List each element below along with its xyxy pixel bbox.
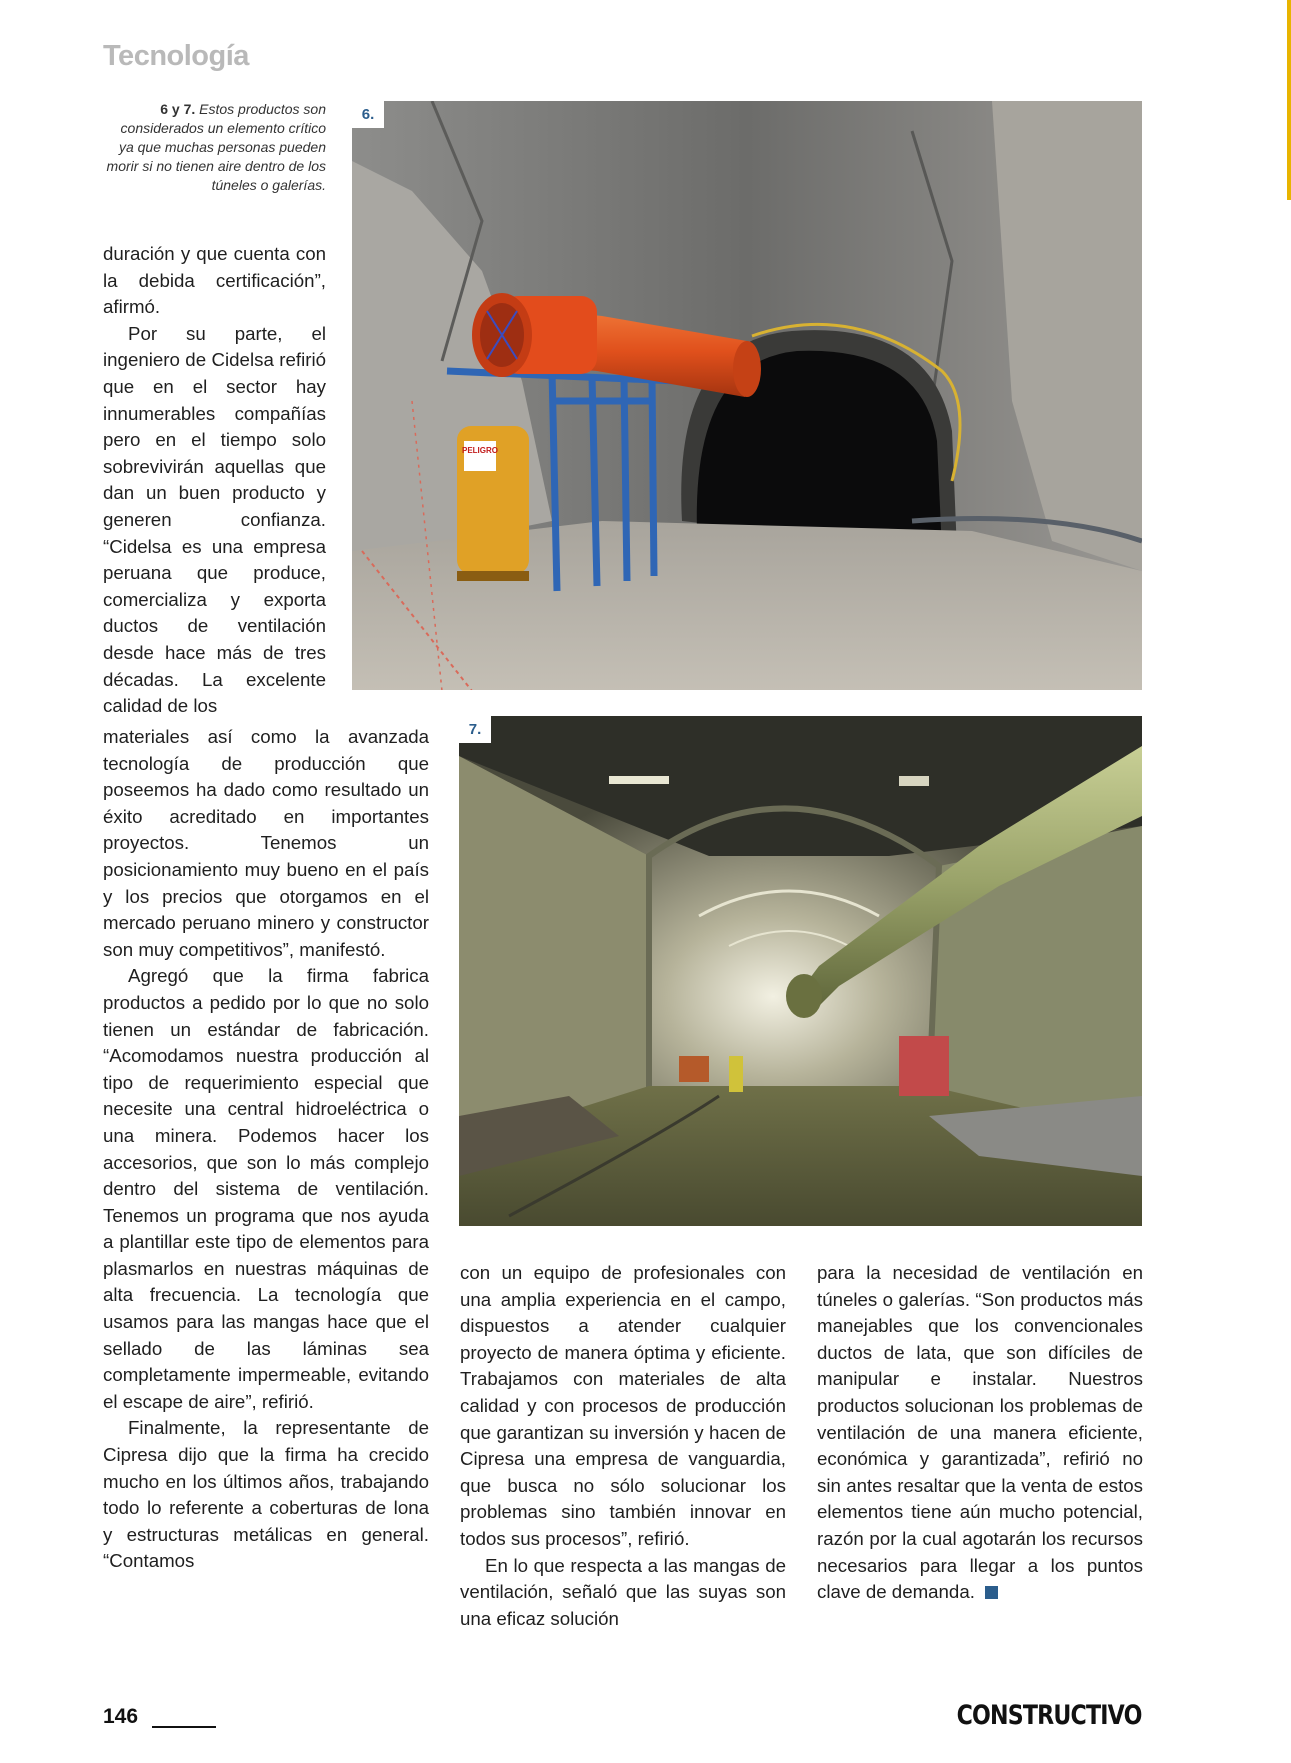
paragraph [817,1260,1143,1606]
end-of-article-square-icon [985,1586,998,1599]
paragraph: materiales así como la avanzada tecnología de producción que poseemos ha dado como resultado un éxito acreditado en importantes proyectos. Tenemos un posicionamiento muy bueno en el país y los precios que otorgamos en el mercado peruano minero y constructor son muy competitivos”, manifestó. [103,726,429,960]
photo-7-label: 7. [459,716,491,743]
caption-numbers: 6 y 7. [160,101,196,117]
photo-caption [103,100,326,195]
article-column-3 [817,1260,1143,1606]
photo-tunnel-portal [352,101,1142,690]
paragraph: duración y que cuenta con la debida certificación”, afirmó. [103,243,326,318]
paragraph: Por su parte, el ingeniero de Cidelsa refirió que en el sector hay innumerables compañías pero en el tiempo solo sobrevivirán aquellas que dan un buen producto y generen confianza. “Cidelsa es una empresa peruana que produce, comercializa y exporta ductos de ventilación desde hace más de tres décadas. La excelente calidad de los [103,322,326,717]
paragraph: En lo que respecta a las mangas de ventilación, señaló que las suyas son una eficaz solución [460,1554,786,1629]
article-column-1-bottom [103,724,429,1575]
article-column-2 [460,1260,786,1632]
magazine-logo: CONSTRUCTIVO [957,1700,1142,1731]
article-column-1-top [103,241,326,720]
section-title: Tecnología [103,40,249,72]
page-number-rule [152,1726,216,1728]
page-edge-bar [1287,0,1291,200]
paragraph: con un equipo de profesionales con una amplia experiencia en el campo, dispuestos a atender cualquier proyecto de manera óptima y eficiente. Trabajamos con materiales de alta calidad y con procesos de producción que garantizan su inversión y hacen de Cipresa una empresa de vanguardia, que busca no sólo solucionar los problemas sino también innovar en todos sus procesos”, refirió. [460,1262,786,1549]
page-number: 146 [103,1705,139,1728]
photo-6-label: 6. [352,101,384,128]
caption-text: Estos productos son considerados un elemento crítico ya que muchas personas pueden morir si no tienen aire dentro de los túneles o galerías. [106,101,326,193]
tank-warning-sign: PELIGRO [461,446,499,455]
paragraph: Agregó que la firma fabrica productos a pedido por lo que no solo tienen un estándar de fabricación. “Acomodamos nuestra producción al tipo de requerimiento especial que necesite una central hidroeléctrica o una minera. Podemos hacer los accesorios, que son lo más complejo dentro del sistema de ventilación. Tenemos un programa que nos ayuda a plantillar este tipo de elementos para plasmarlos en nuestras máquinas de alta frecuencia. La tecnología que usamos para las mangas hace que el sellado de las láminas sea completamente impermeable, evitando el escape de aire”, refirió. [103,965,429,1412]
paragraph: Finalmente, la representante de Cipresa dijo que la firma ha crecido mucho en los últimos años, trabajando todo lo referente a coberturas de lona y estructuras metálicas en general. “Contamos [103,1417,429,1572]
photo-tunnel-interior [459,716,1142,1226]
paragraph-text: para la necesidad de ventilación en túneles o galerías. “Son productos más manejables que los convencionales ductos de lata, que son difíciles de manipular e instalar. Nuestros productos solucionan los problemas de ventilación de una manera eficiente, económica y garantizada”, refirió no sin antes resaltar que la venta de estos elementos tiene aún mucho potencial, razón por la cual agotarán los recursos necesarios para llegar a los puntos clave de demanda. [817,1262,1143,1603]
